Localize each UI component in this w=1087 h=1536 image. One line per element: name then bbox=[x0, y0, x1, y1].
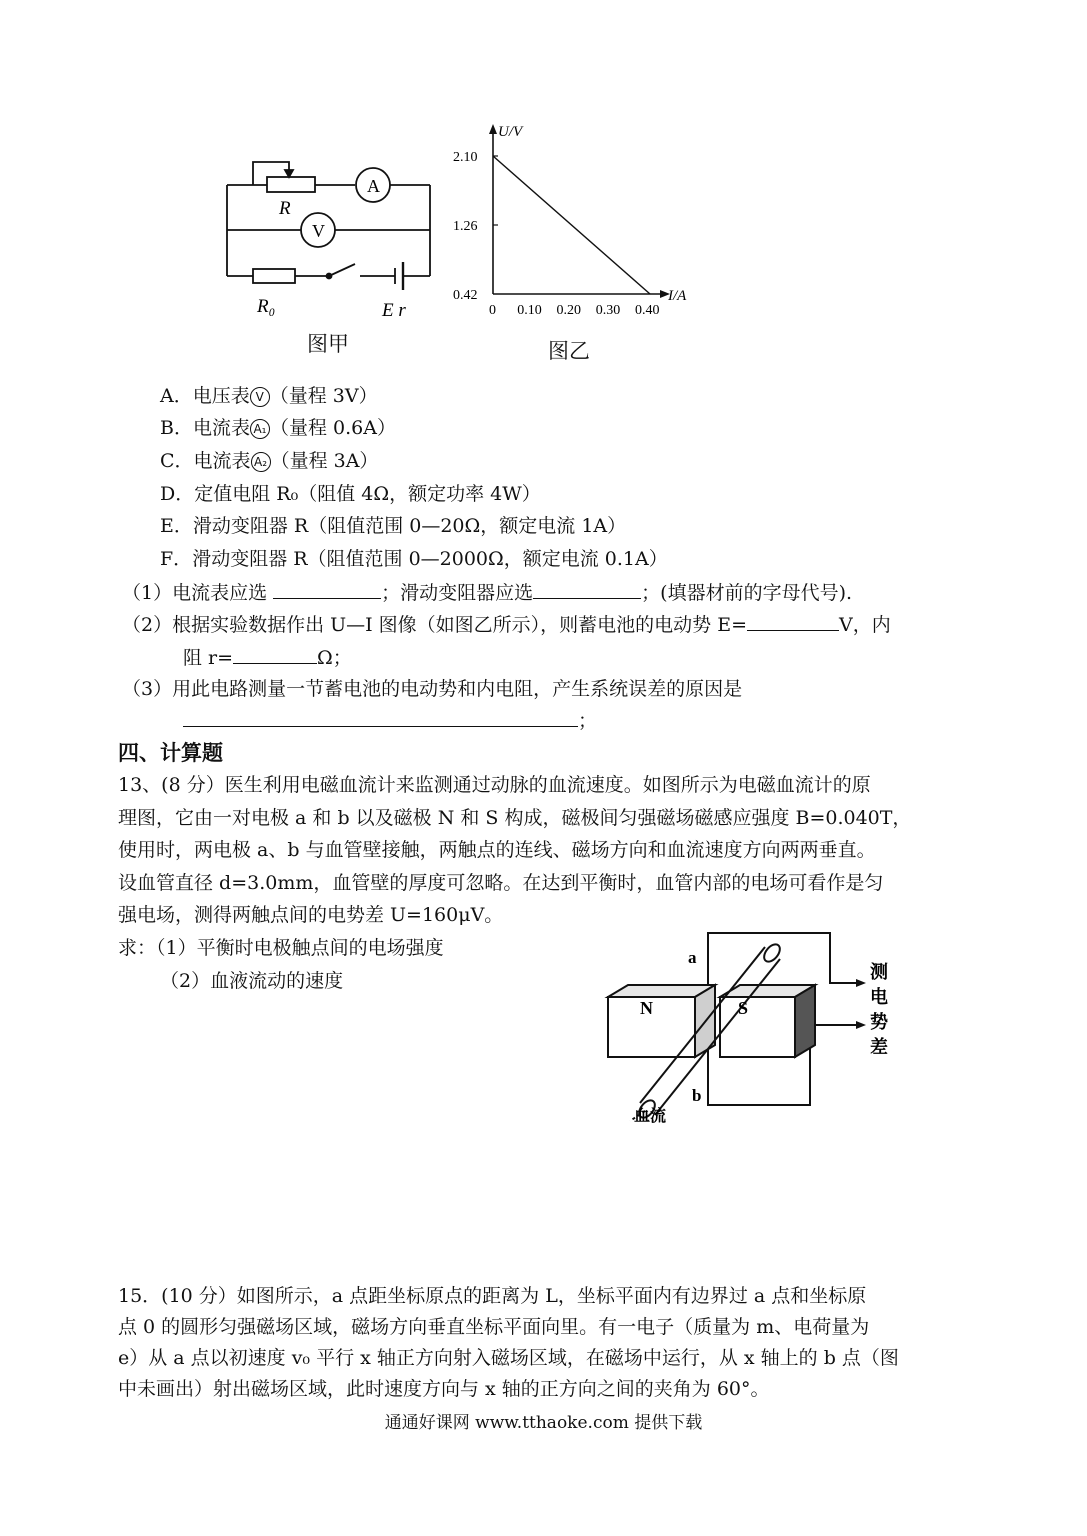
p13-line: 使用时，两电极 a、b 与血管壁接触，两触点的连线、磁场方向和血流速度方向两两垂直。 bbox=[118, 839, 876, 861]
option-b: B．电流表 A₁ （量程 0.6A） bbox=[160, 417, 396, 439]
side-label-3: 势 bbox=[870, 1012, 888, 1032]
p15-line: 15．(10 分）如图所示，a 点距坐标原点的距离为 L，坐标平面内有边界过 a 点和坐标原 bbox=[118, 1285, 867, 1307]
side-label-1: 测 bbox=[870, 962, 888, 982]
p13-line: 强电场，测得两触点间的电势差 U=160μV。 bbox=[118, 904, 504, 926]
y-tick-label: 0.42 bbox=[453, 288, 478, 303]
p15-line: 点 0 的圆形匀强磁场区域，磁场方向垂直坐标平面向里。有一电子（质量为 m、电荷量为 bbox=[118, 1316, 870, 1338]
resistor-r0-label: R₀ bbox=[257, 296, 276, 317]
meter-circle-icon: V bbox=[250, 387, 270, 407]
side-label-2: 电 bbox=[870, 987, 888, 1007]
blood-flow-meter-figure bbox=[600, 925, 900, 1175]
question-3: （3）用此电路测量一节蓄电池的电动势和内电阻，产生系统误差的原因是 bbox=[122, 678, 743, 700]
option-a: A．电压表 V （量程 3V） bbox=[160, 385, 378, 407]
rheostat-label: R bbox=[279, 198, 291, 219]
circuit-diagram bbox=[215, 150, 445, 325]
option-e: E．滑动变阻器 R（阻值范围 0—20Ω，额定电流 1A） bbox=[160, 515, 627, 537]
x-tick-label: 0.40 bbox=[635, 303, 660, 318]
y-axis-label: U/V bbox=[498, 124, 523, 140]
side-label-4: 差 bbox=[870, 1037, 888, 1057]
option-c: C．电流表 A₂ （量程 3A） bbox=[160, 450, 379, 472]
y-tick-label: 1.26 bbox=[453, 219, 478, 234]
x-tick-label: 0 bbox=[489, 303, 496, 318]
option-d: D．定值电阻 R₀（阻值 4Ω，额定功率 4W） bbox=[160, 483, 541, 505]
fig-jia-caption: 图甲 bbox=[307, 332, 349, 356]
question-3-cont: ； bbox=[183, 708, 597, 734]
battery-label: E r bbox=[382, 300, 406, 321]
answer-blank-emf[interactable] bbox=[747, 612, 839, 631]
y-tick-label: 2.10 bbox=[453, 150, 478, 165]
ui-data-line bbox=[493, 156, 650, 294]
p13-line: 理图，它由一对电极 a 和 b 以及磁极 N 和 S 构成，磁极间匀强磁场磁感应强度 B=0.040T， bbox=[118, 806, 912, 829]
voltmeter-label: V bbox=[312, 221, 325, 241]
pole-n-label: N bbox=[640, 998, 653, 1018]
question-2-cont: 阻 r= Ω； bbox=[183, 647, 352, 669]
pole-s-label: S bbox=[738, 998, 749, 1018]
option-f: F．滑动变阻器 R（阻值范围 0—2000Ω，额定电流 0.1A） bbox=[160, 548, 668, 570]
x-tick-label: 0.30 bbox=[595, 303, 621, 318]
p13-line: 设血管直径 d=3.0mm，血管壁的厚度可忽略。在达到平衡时，血管内部的电场可看作是匀 bbox=[118, 871, 884, 894]
page-footer: 通通好课网 www.tthaoke.com 提供下载 bbox=[384, 1413, 703, 1433]
answer-blank-ammeter[interactable] bbox=[273, 580, 381, 599]
ui-graph bbox=[450, 118, 705, 323]
electrode-a-label: a bbox=[688, 948, 697, 967]
section-4-title: 四、计算题 bbox=[118, 740, 223, 765]
p13-ask: 求：（1）平衡时电极触点间的电场强度 bbox=[118, 937, 444, 959]
meter-circle-icon: A₁ bbox=[250, 419, 270, 439]
answer-blank-resistance[interactable] bbox=[233, 645, 317, 664]
x-tick-label: 0.20 bbox=[556, 303, 581, 318]
x-tick-label: 0.10 bbox=[517, 303, 542, 318]
x-axis-label: I/A bbox=[668, 288, 687, 304]
question-2: （2）根据实验数据作出 U—I 图像（如图乙所示），则蓄电池的电动势 E= V，内 bbox=[122, 614, 891, 636]
answer-blank-rheostat[interactable] bbox=[533, 580, 641, 599]
p15-line: e）从 a 点以初速度 v₀ 平行 x 轴正方向射入磁场区域，在磁场中运行，从 x 轴上的 b 点（图 bbox=[118, 1347, 899, 1369]
question-1: （1）电流表应选 ；滑动变阻器应选 ；(填器材前的字母代号). bbox=[122, 582, 853, 604]
p13-ask-2: （2）血液流动的速度 bbox=[160, 970, 344, 992]
answer-blank-error-reason[interactable] bbox=[183, 708, 578, 727]
p15-line: 中未画出）射出磁场区域，此时速度方向与 x 轴的正方向之间的夹角为 60°。 bbox=[118, 1378, 770, 1400]
electrode-b-label: b bbox=[692, 1086, 702, 1105]
fig-yi-caption: 图乙 bbox=[548, 339, 590, 363]
flow-label: 血流 bbox=[634, 1108, 667, 1125]
meter-circle-icon: A₂ bbox=[251, 452, 271, 472]
p13-line: 13、(8 分）医生利用电磁血流计来监测通过动脉的血流速度。如图所示为电磁血流计的原 bbox=[118, 774, 871, 796]
ammeter-label: A bbox=[367, 176, 380, 196]
